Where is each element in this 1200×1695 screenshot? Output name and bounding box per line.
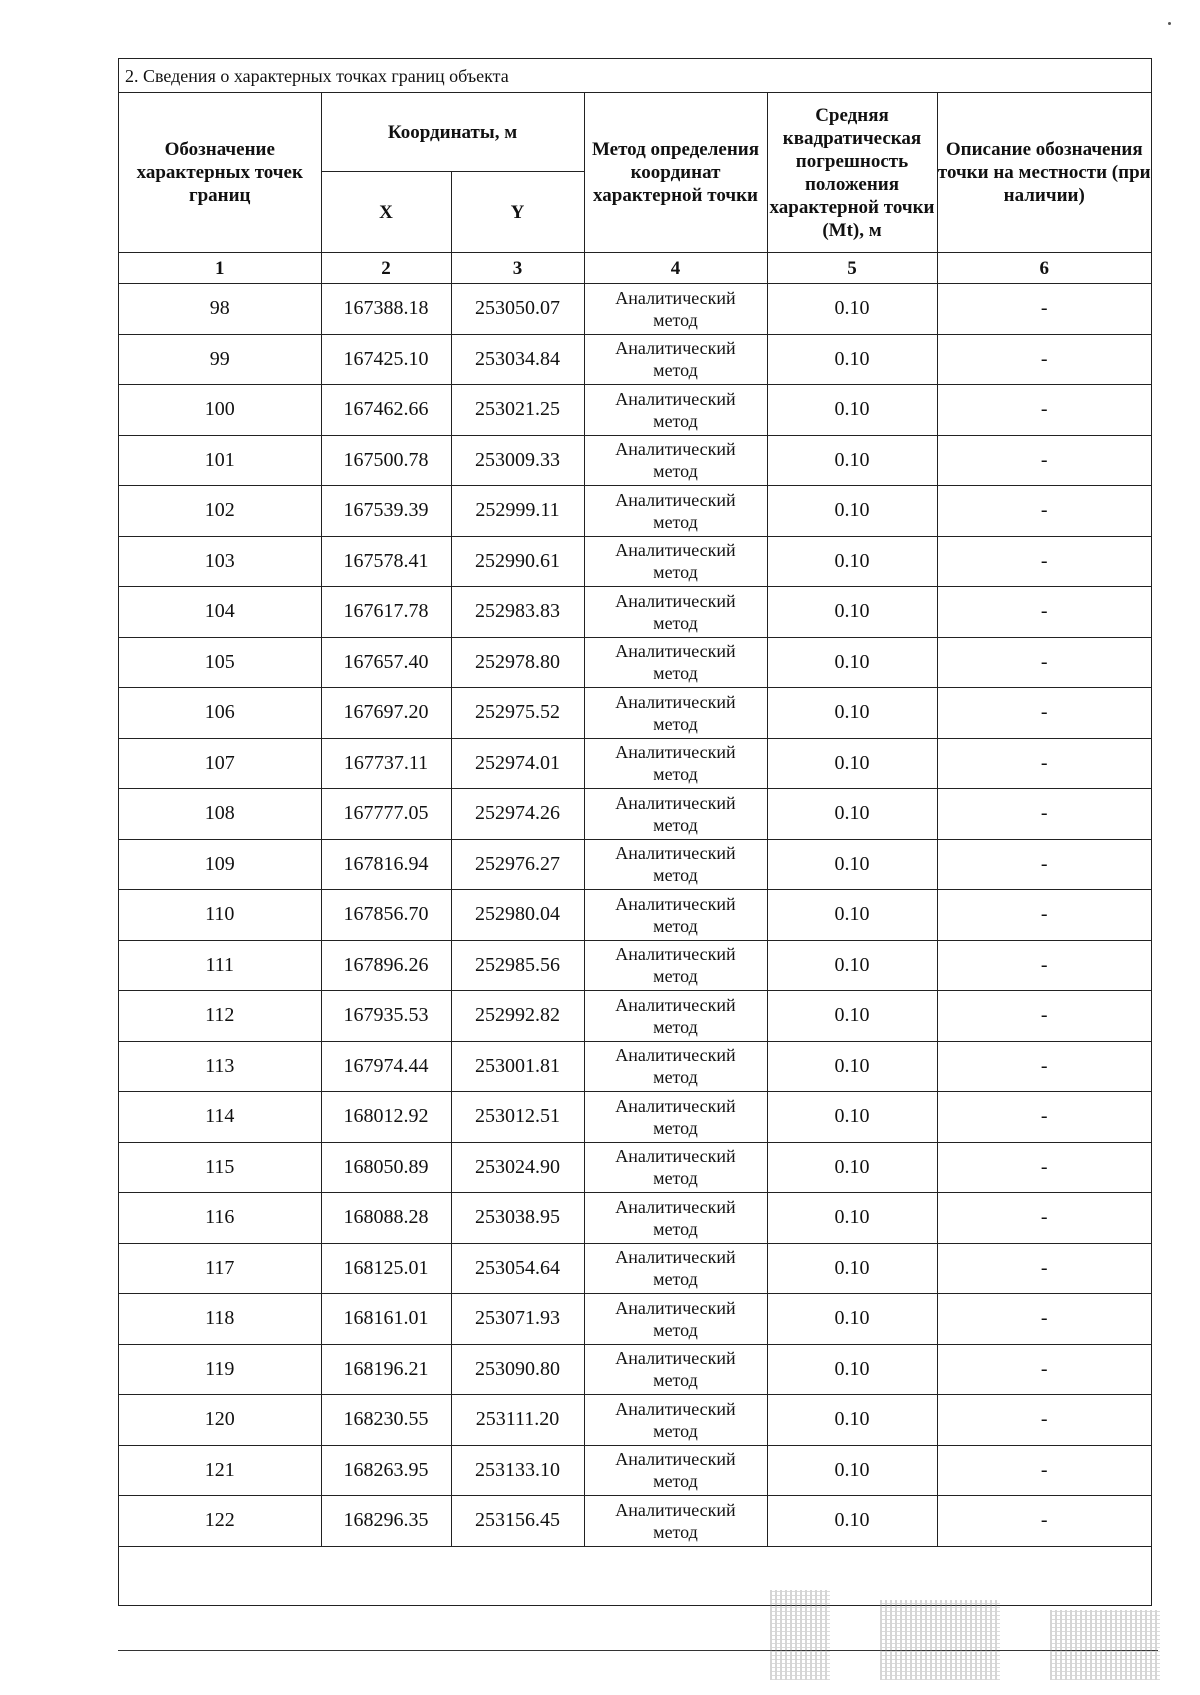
x-coordinate-cell: 167388.18 bbox=[321, 284, 451, 335]
method-cell bbox=[584, 839, 767, 890]
description-cell: - bbox=[937, 940, 1151, 991]
x-coordinate-cell: 168230.55 bbox=[321, 1395, 451, 1446]
x-coordinate-cell: 167539.39 bbox=[321, 486, 451, 537]
point-id-cell: 121 bbox=[119, 1445, 321, 1496]
method-text-line: Аналитический bbox=[615, 1398, 736, 1419]
method-cell bbox=[584, 536, 767, 587]
table-row bbox=[119, 688, 1151, 739]
method-text-line: Аналитический bbox=[615, 1247, 736, 1268]
point-id-cell: 109 bbox=[119, 839, 321, 890]
description-cell: - bbox=[937, 839, 1151, 890]
description-cell: - bbox=[937, 1142, 1151, 1193]
method-text-line: Аналитический bbox=[615, 1196, 736, 1217]
table-row bbox=[119, 1041, 1151, 1092]
y-coordinate-cell: 253054.64 bbox=[451, 1243, 584, 1294]
boundary-points-sheet bbox=[118, 58, 1152, 1606]
column-number: 1 bbox=[119, 253, 321, 284]
point-id-cell: 111 bbox=[119, 940, 321, 991]
description-cell: - bbox=[937, 1445, 1151, 1496]
mean-error-cell: 0.10 bbox=[767, 637, 937, 688]
point-id-cell: 98 bbox=[119, 284, 321, 335]
mean-error-cell: 0.10 bbox=[767, 940, 937, 991]
method-text-line: метод bbox=[653, 1168, 698, 1189]
column-number: 5 bbox=[767, 253, 937, 284]
method-cell bbox=[584, 688, 767, 739]
method-text-line: метод bbox=[653, 360, 698, 381]
method-text-line: Аналитический bbox=[615, 994, 736, 1015]
header-y: Y bbox=[451, 172, 584, 253]
method-text-line: Аналитический bbox=[615, 893, 736, 914]
point-id-cell: 122 bbox=[119, 1496, 321, 1547]
point-id-cell: 102 bbox=[119, 486, 321, 537]
mean-error-cell: 0.10 bbox=[767, 1041, 937, 1092]
point-id-cell: 117 bbox=[119, 1243, 321, 1294]
header-description: Описание обозначения точки на местности (при наличии) bbox=[937, 93, 1151, 253]
table-row bbox=[119, 536, 1151, 587]
y-coordinate-cell: 252999.11 bbox=[451, 486, 584, 537]
y-coordinate-cell: 252978.80 bbox=[451, 637, 584, 688]
x-coordinate-cell: 168196.21 bbox=[321, 1344, 451, 1395]
y-coordinate-cell: 252990.61 bbox=[451, 536, 584, 587]
y-coordinate-cell: 252983.83 bbox=[451, 587, 584, 638]
description-cell: - bbox=[937, 637, 1151, 688]
method-text-line: Аналитический bbox=[615, 287, 736, 308]
description-cell: - bbox=[937, 991, 1151, 1042]
method-text-line: метод bbox=[653, 410, 698, 431]
table-row bbox=[119, 1294, 1151, 1345]
scan-speck bbox=[1168, 22, 1171, 25]
x-coordinate-cell: 167777.05 bbox=[321, 789, 451, 840]
description-cell: - bbox=[937, 1193, 1151, 1244]
x-coordinate-cell: 168263.95 bbox=[321, 1445, 451, 1496]
point-id-cell: 120 bbox=[119, 1395, 321, 1446]
description-cell: - bbox=[937, 1092, 1151, 1143]
point-id-cell: 114 bbox=[119, 1092, 321, 1143]
description-cell: - bbox=[937, 738, 1151, 789]
mean-error-cell: 0.10 bbox=[767, 1344, 937, 1395]
table-row bbox=[119, 839, 1151, 890]
y-coordinate-cell: 253111.20 bbox=[451, 1395, 584, 1446]
scan-noise bbox=[770, 1590, 830, 1680]
table-row bbox=[119, 1395, 1151, 1446]
table-row bbox=[119, 1243, 1151, 1294]
y-coordinate-cell: 253034.84 bbox=[451, 334, 584, 385]
y-coordinate-cell: 252974.26 bbox=[451, 789, 584, 840]
method-text-line: Аналитический bbox=[615, 1499, 736, 1520]
point-id-cell: 107 bbox=[119, 738, 321, 789]
y-coordinate-cell: 252985.56 bbox=[451, 940, 584, 991]
method-cell bbox=[584, 284, 767, 335]
table-row bbox=[119, 435, 1151, 486]
table-row bbox=[119, 890, 1151, 941]
table-body bbox=[119, 284, 1151, 1547]
description-cell: - bbox=[937, 789, 1151, 840]
method-text-line: Аналитический bbox=[615, 590, 736, 611]
table-row bbox=[119, 1445, 1151, 1496]
x-coordinate-cell: 167737.11 bbox=[321, 738, 451, 789]
column-number: 2 bbox=[321, 253, 451, 284]
method-cell bbox=[584, 435, 767, 486]
method-text-line: Аналитический bbox=[615, 1297, 736, 1318]
description-cell: - bbox=[937, 688, 1151, 739]
method-text-line: метод bbox=[653, 461, 698, 482]
table-row bbox=[119, 486, 1151, 537]
method-text-line: метод bbox=[653, 1218, 698, 1239]
method-text-line: метод bbox=[653, 1016, 698, 1037]
method-cell bbox=[584, 486, 767, 537]
point-id-cell: 113 bbox=[119, 1041, 321, 1092]
mean-error-cell: 0.10 bbox=[767, 1395, 937, 1446]
method-text-line: Аналитический bbox=[615, 742, 736, 763]
description-cell: - bbox=[937, 284, 1151, 335]
description-cell: - bbox=[937, 1294, 1151, 1345]
method-text-line: Аналитический bbox=[615, 1348, 736, 1369]
section-title: 2. Сведения о характерных точках границ объекта bbox=[119, 59, 1151, 93]
method-text-line: метод bbox=[653, 1370, 698, 1391]
description-cell: - bbox=[937, 334, 1151, 385]
table-footer-blank-row bbox=[119, 1547, 1151, 1585]
method-text-line: Аналитический bbox=[615, 641, 736, 662]
mean-error-cell: 0.10 bbox=[767, 738, 937, 789]
method-text-line: метод bbox=[653, 1269, 698, 1290]
method-cell bbox=[584, 1395, 767, 1446]
method-cell bbox=[584, 1243, 767, 1294]
mean-error-cell: 0.10 bbox=[767, 1496, 937, 1547]
column-number: 3 bbox=[451, 253, 584, 284]
method-text-line: Аналитический bbox=[615, 439, 736, 460]
table-row bbox=[119, 587, 1151, 638]
method-cell bbox=[584, 1193, 767, 1244]
method-text-line: метод bbox=[653, 562, 698, 583]
method-text-line: метод bbox=[653, 663, 698, 684]
description-cell: - bbox=[937, 486, 1151, 537]
point-id-cell: 119 bbox=[119, 1344, 321, 1395]
description-cell: - bbox=[937, 1041, 1151, 1092]
method-text-line: Аналитический bbox=[615, 1449, 736, 1470]
table-row bbox=[119, 1142, 1151, 1193]
table-row bbox=[119, 1344, 1151, 1395]
table-row bbox=[119, 637, 1151, 688]
point-id-cell: 116 bbox=[119, 1193, 321, 1244]
description-cell: - bbox=[937, 1243, 1151, 1294]
point-id-cell: 100 bbox=[119, 385, 321, 436]
method-text-line: метод bbox=[653, 915, 698, 936]
method-cell bbox=[584, 334, 767, 385]
description-cell: - bbox=[937, 1344, 1151, 1395]
y-coordinate-cell: 253038.95 bbox=[451, 1193, 584, 1244]
y-coordinate-cell: 253001.81 bbox=[451, 1041, 584, 1092]
y-coordinate-cell: 253156.45 bbox=[451, 1496, 584, 1547]
method-cell bbox=[584, 1496, 767, 1547]
mean-error-cell: 0.10 bbox=[767, 890, 937, 941]
method-text-line: Аналитический bbox=[615, 792, 736, 813]
method-text-line: Аналитический bbox=[615, 1095, 736, 1116]
point-id-cell: 104 bbox=[119, 587, 321, 638]
mean-error-cell: 0.10 bbox=[767, 688, 937, 739]
table-row bbox=[119, 738, 1151, 789]
x-coordinate-cell: 167816.94 bbox=[321, 839, 451, 890]
y-coordinate-cell: 252975.52 bbox=[451, 688, 584, 739]
table-row bbox=[119, 1092, 1151, 1143]
y-coordinate-cell: 253021.25 bbox=[451, 385, 584, 436]
y-coordinate-cell: 253050.07 bbox=[451, 284, 584, 335]
description-cell: - bbox=[937, 536, 1151, 587]
method-cell bbox=[584, 940, 767, 991]
x-coordinate-cell: 168012.92 bbox=[321, 1092, 451, 1143]
method-cell bbox=[584, 738, 767, 789]
mean-error-cell: 0.10 bbox=[767, 1092, 937, 1143]
method-text-line: метод bbox=[653, 1067, 698, 1088]
x-coordinate-cell: 168296.35 bbox=[321, 1496, 451, 1547]
y-coordinate-cell: 253012.51 bbox=[451, 1092, 584, 1143]
method-cell bbox=[584, 991, 767, 1042]
x-coordinate-cell: 167935.53 bbox=[321, 991, 451, 1042]
description-cell: - bbox=[937, 435, 1151, 486]
method-cell bbox=[584, 1142, 767, 1193]
point-id-cell: 101 bbox=[119, 435, 321, 486]
method-text-line: Аналитический bbox=[615, 540, 736, 561]
x-coordinate-cell: 167974.44 bbox=[321, 1041, 451, 1092]
header-mean-error: Средняя квадратическая погрешность положения характерной точки (Mt), м bbox=[767, 93, 937, 253]
x-coordinate-cell: 167425.10 bbox=[321, 334, 451, 385]
column-number: 6 bbox=[937, 253, 1151, 284]
method-cell bbox=[584, 1445, 767, 1496]
method-text-line: Аналитический bbox=[615, 691, 736, 712]
method-text-line: метод bbox=[653, 1117, 698, 1138]
method-text-line: метод bbox=[653, 713, 698, 734]
header-method: Метод определения координат характерной точки bbox=[584, 93, 767, 253]
table-row bbox=[119, 940, 1151, 991]
header-coordinates: Координаты, м bbox=[321, 93, 584, 172]
table-row bbox=[119, 991, 1151, 1042]
mean-error-cell: 0.10 bbox=[767, 1142, 937, 1193]
description-cell: - bbox=[937, 890, 1151, 941]
table-row bbox=[119, 334, 1151, 385]
x-coordinate-cell: 168125.01 bbox=[321, 1243, 451, 1294]
mean-error-cell: 0.10 bbox=[767, 536, 937, 587]
column-number: 4 bbox=[584, 253, 767, 284]
method-cell bbox=[584, 1294, 767, 1345]
table-row bbox=[119, 1496, 1151, 1547]
method-text-line: метод bbox=[653, 865, 698, 886]
method-cell bbox=[584, 1041, 767, 1092]
y-coordinate-cell: 252976.27 bbox=[451, 839, 584, 890]
mean-error-cell: 0.10 bbox=[767, 991, 937, 1042]
mean-error-cell: 0.10 bbox=[767, 435, 937, 486]
method-text-line: Аналитический bbox=[615, 1146, 736, 1167]
scan-noise bbox=[1050, 1610, 1160, 1680]
x-coordinate-cell: 168050.89 bbox=[321, 1142, 451, 1193]
method-cell bbox=[584, 637, 767, 688]
method-text-line: метод bbox=[653, 814, 698, 835]
x-coordinate-cell: 167617.78 bbox=[321, 587, 451, 638]
method-text-line: метод bbox=[653, 309, 698, 330]
x-coordinate-cell: 167462.66 bbox=[321, 385, 451, 436]
x-coordinate-cell: 167578.41 bbox=[321, 536, 451, 587]
y-coordinate-cell: 253024.90 bbox=[451, 1142, 584, 1193]
mean-error-cell: 0.10 bbox=[767, 486, 937, 537]
mean-error-cell: 0.10 bbox=[767, 839, 937, 890]
point-id-cell: 108 bbox=[119, 789, 321, 840]
x-coordinate-cell: 167856.70 bbox=[321, 890, 451, 941]
header-point-designation: Обозначение характерных точек границ bbox=[119, 93, 321, 253]
method-text-line: метод bbox=[653, 1471, 698, 1492]
y-coordinate-cell: 252974.01 bbox=[451, 738, 584, 789]
x-coordinate-cell: 168088.28 bbox=[321, 1193, 451, 1244]
point-id-cell: 106 bbox=[119, 688, 321, 739]
mean-error-cell: 0.10 bbox=[767, 587, 937, 638]
table-row bbox=[119, 284, 1151, 335]
method-text-line: метод bbox=[653, 1420, 698, 1441]
y-coordinate-cell: 253009.33 bbox=[451, 435, 584, 486]
method-cell bbox=[584, 1092, 767, 1143]
x-coordinate-cell: 168161.01 bbox=[321, 1294, 451, 1345]
description-cell: - bbox=[937, 385, 1151, 436]
method-text-line: Аналитический bbox=[615, 843, 736, 864]
method-cell bbox=[584, 890, 767, 941]
description-cell: - bbox=[937, 587, 1151, 638]
table-row bbox=[119, 385, 1151, 436]
point-id-cell: 99 bbox=[119, 334, 321, 385]
method-text-line: метод bbox=[653, 764, 698, 785]
point-id-cell: 118 bbox=[119, 1294, 321, 1345]
x-coordinate-cell: 167896.26 bbox=[321, 940, 451, 991]
mean-error-cell: 0.10 bbox=[767, 1294, 937, 1345]
method-cell bbox=[584, 587, 767, 638]
method-text-line: Аналитический bbox=[615, 1045, 736, 1066]
method-text-line: метод bbox=[653, 1521, 698, 1542]
y-coordinate-cell: 252992.82 bbox=[451, 991, 584, 1042]
method-text-line: Аналитический bbox=[615, 338, 736, 359]
method-text-line: Аналитический bbox=[615, 944, 736, 965]
description-cell: - bbox=[937, 1496, 1151, 1547]
y-coordinate-cell: 253133.10 bbox=[451, 1445, 584, 1496]
header-x: X bbox=[321, 172, 451, 253]
method-text-line: метод bbox=[653, 511, 698, 532]
method-text-line: Аналитический bbox=[615, 489, 736, 510]
y-coordinate-cell: 253090.80 bbox=[451, 1344, 584, 1395]
method-cell bbox=[584, 385, 767, 436]
table-row bbox=[119, 1193, 1151, 1244]
method-text-line: метод bbox=[653, 612, 698, 633]
point-id-cell: 103 bbox=[119, 536, 321, 587]
y-coordinate-cell: 252980.04 bbox=[451, 890, 584, 941]
method-cell bbox=[584, 789, 767, 840]
mean-error-cell: 0.10 bbox=[767, 1193, 937, 1244]
method-text-line: метод bbox=[653, 966, 698, 987]
x-coordinate-cell: 167657.40 bbox=[321, 637, 451, 688]
boundary-points-table bbox=[119, 93, 1151, 1547]
point-id-cell: 105 bbox=[119, 637, 321, 688]
bottom-rule-line bbox=[118, 1650, 1158, 1651]
method-text-line: метод bbox=[653, 1319, 698, 1340]
y-coordinate-cell: 253071.93 bbox=[451, 1294, 584, 1345]
point-id-cell: 115 bbox=[119, 1142, 321, 1193]
mean-error-cell: 0.10 bbox=[767, 334, 937, 385]
table-row bbox=[119, 789, 1151, 840]
description-cell: - bbox=[937, 1395, 1151, 1446]
x-coordinate-cell: 167697.20 bbox=[321, 688, 451, 739]
point-id-cell: 110 bbox=[119, 890, 321, 941]
point-id-cell: 112 bbox=[119, 991, 321, 1042]
mean-error-cell: 0.10 bbox=[767, 789, 937, 840]
mean-error-cell: 0.10 bbox=[767, 1445, 937, 1496]
method-text-line: Аналитический bbox=[615, 388, 736, 409]
mean-error-cell: 0.10 bbox=[767, 284, 937, 335]
x-coordinate-cell: 167500.78 bbox=[321, 435, 451, 486]
mean-error-cell: 0.10 bbox=[767, 1243, 937, 1294]
method-cell bbox=[584, 1344, 767, 1395]
scan-noise bbox=[880, 1600, 1000, 1680]
mean-error-cell: 0.10 bbox=[767, 385, 937, 436]
